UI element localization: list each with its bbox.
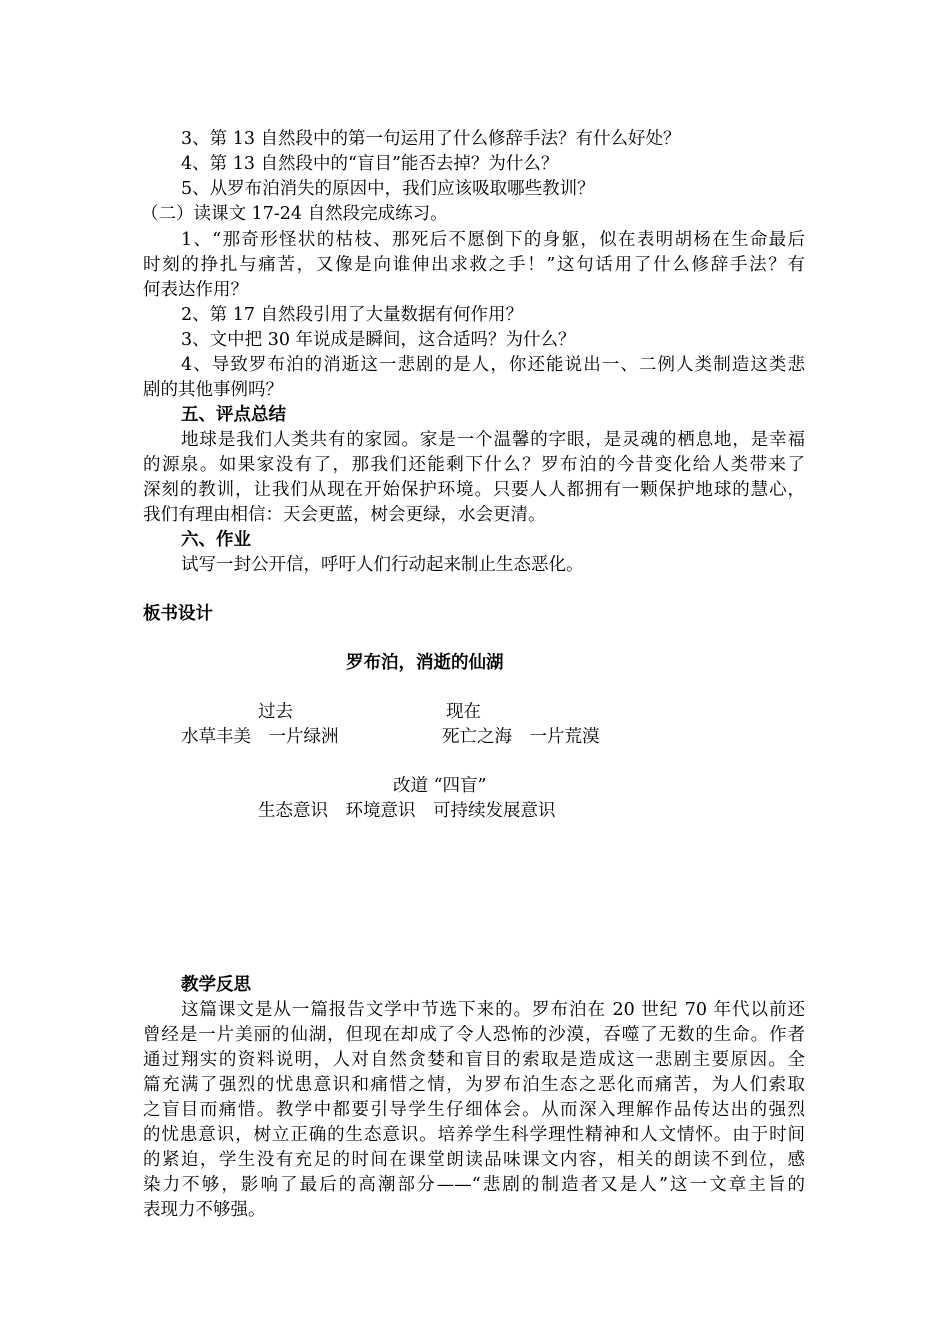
part2-question-4-line2: 剧的其他事例吗？ bbox=[143, 380, 283, 400]
reflection-line9: 表现力不够强。 bbox=[143, 1200, 266, 1220]
question-3: 3、第 13 自然段中的第一句运用了什么修辞手法？有什么好处？ bbox=[181, 129, 681, 149]
reflection-heading: 教学反思 bbox=[181, 975, 251, 995]
reflection-line4: 篇充满了强烈的忧患意识和痛惜之情，为罗布泊生态之恶化而痛苦，为人们索取 bbox=[143, 1075, 805, 1095]
section5-line1: 地球是我们人类共有的家园。家是一个温馨的字眼，是灵魂的栖息地，是幸福 bbox=[181, 430, 805, 450]
reflection-line2: 曾经是一片美丽的仙湖，但现在却成了令人恐怖的沙漠，吞噬了无数的生命。作者 bbox=[143, 1025, 805, 1045]
part2-question-2: 2、第 17 自然段引用了大量数据有何作用？ bbox=[181, 305, 524, 325]
reflection-line8: 染力不够，影响了最后的高潮部分——“悲剧的制造者又是人”这一文章主旨的 bbox=[143, 1175, 805, 1195]
board-past-desc: 水草丰美 一片绿洲 bbox=[181, 727, 339, 747]
reflection-line6: 的忧患意识，树立正确的生态意识。培养学生科学理性精神和人文情怀。由于时间 bbox=[143, 1125, 805, 1145]
part2-question-1-line1: 1、“那奇形怪状的枯枝、那死后不愿倒下的身躯，似在表明胡杨在生命最后 bbox=[181, 230, 805, 250]
section5-heading: 五、评点总结 bbox=[181, 405, 286, 425]
section6-text: 试写一封公开信，呼吁人们行动起来制止生态恶化。 bbox=[181, 555, 584, 575]
question-4: 4、第 13 自然段中的“盲目”能否去掉？为什么？ bbox=[181, 154, 559, 174]
board-now-label: 现在 bbox=[446, 702, 481, 722]
board-now-desc: 死亡之海 一片荒漠 bbox=[442, 727, 600, 747]
part2-question-4-line1: 4、导致罗布泊的消逝这一悲剧的是人，你还能说出一、二例人类制造这类悲 bbox=[181, 355, 805, 375]
section6-heading: 六、作业 bbox=[181, 530, 251, 550]
board-heading: 板书设计 bbox=[143, 604, 213, 624]
part2-question-1-line2: 时刻的挣扎与痛苦，又像是向谁伸出求救之手！”这句话用了什么修辞手法？有 bbox=[143, 255, 805, 275]
reflection-line3: 通过翔实的资料说明，人对自然贪婪和盲目的索取是造成这一悲剧主要原因。全 bbox=[143, 1050, 805, 1070]
reflection-line5: 之盲目而痛惜。教学中都要引导学生仔细体会。从而深入理解作品传达出的强烈 bbox=[143, 1100, 805, 1120]
board-past-label: 过去 bbox=[258, 702, 293, 722]
board-awareness: 生态意识 环境意识 可持续发展意识 bbox=[258, 801, 556, 821]
part2-heading: （二）读课文 17-24 自然段完成练习。 bbox=[141, 204, 448, 224]
question-5: 5、从罗布泊消失的原因中，我们应该吸取哪些教训？ bbox=[181, 179, 595, 199]
board-change: 改道 “四盲” bbox=[393, 776, 487, 796]
reflection-line1: 这篇课文是从一篇报告文学中节选下来的。罗布泊在 20 世纪 70 年代以前还 bbox=[181, 1000, 805, 1020]
part2-question-3: 3、文中把 30 年说成是瞬间，这合适吗？为什么？ bbox=[181, 330, 576, 350]
section5-line3: 深刻的教训，让我们从现在开始保护环境。只要人人都拥有一颗保护地球的慧心， bbox=[143, 480, 805, 500]
board-title: 罗布泊，消逝的仙湖 bbox=[346, 653, 504, 673]
section5-line2: 的源泉。如果家没有了，那我们还能剩下什么？罗布泊的今昔变化给人类带来了 bbox=[143, 455, 805, 475]
part2-question-1-line3: 何表达作用？ bbox=[143, 280, 248, 300]
reflection-line7: 的紧迫，学生没有充足的时间在课堂朗读品味课文内容，相关的朗读不到位，感 bbox=[143, 1150, 805, 1170]
section5-line4: 我们有理由相信：天会更蓝，树会更绿，水会更清。 bbox=[143, 505, 546, 525]
